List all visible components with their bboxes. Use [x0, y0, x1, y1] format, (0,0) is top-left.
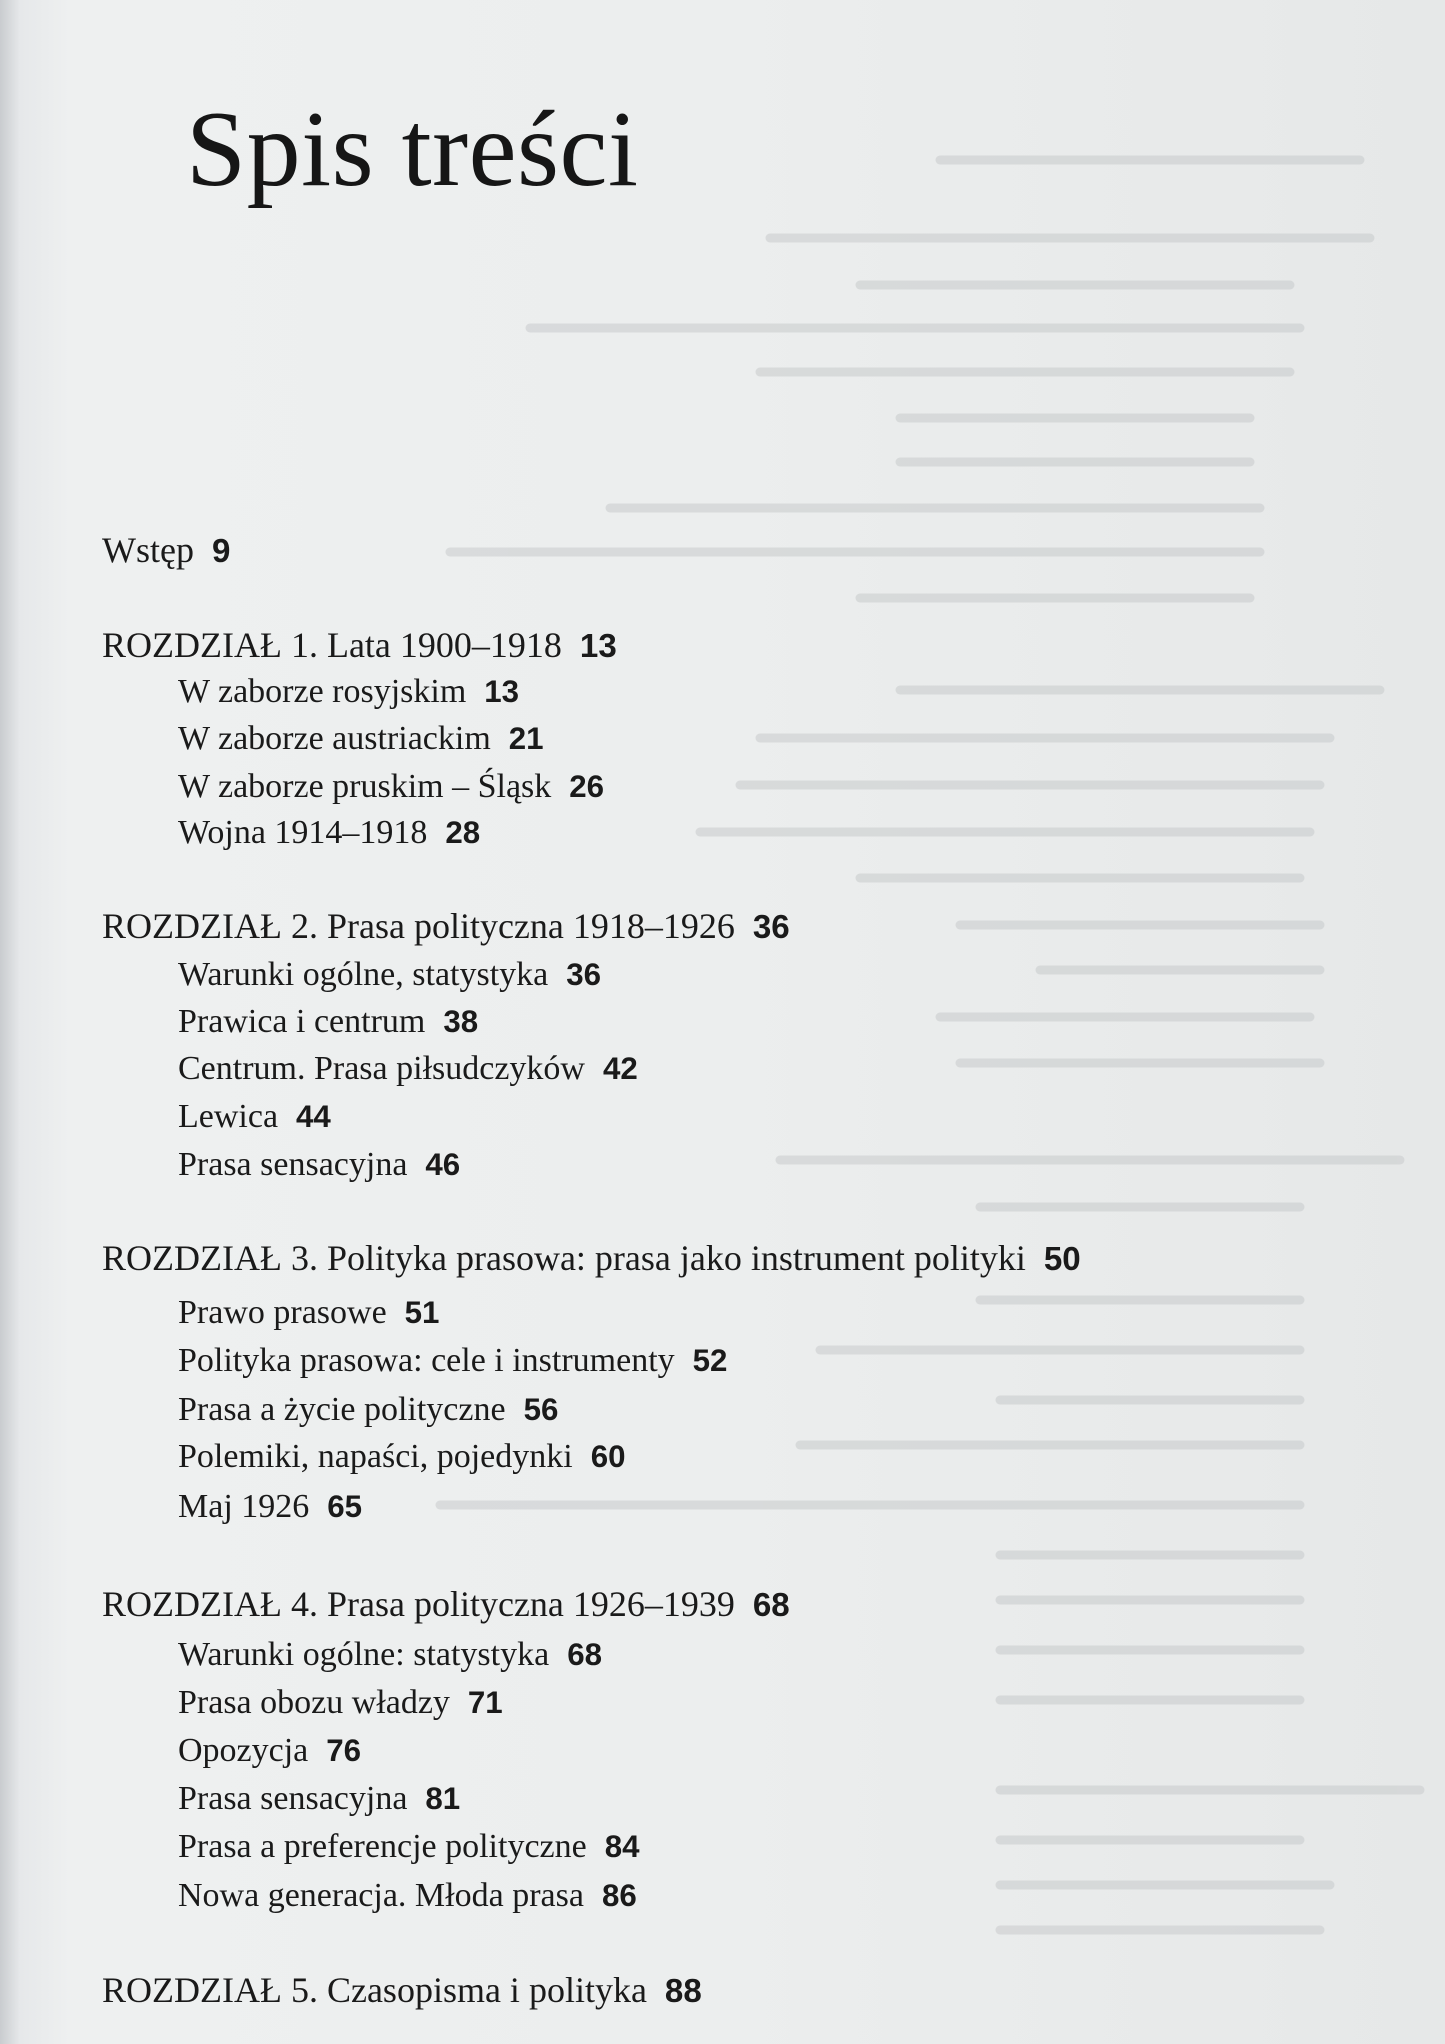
toc-page-number: 86 [601, 1878, 637, 1913]
toc-chapter-label: ROZDZIAŁ 3. Polityka prasowa: prasa jako instrument polityki [102, 1238, 1026, 1278]
toc-section [178, 770, 604, 804]
toc-page-number: 13 [484, 674, 520, 709]
toc-section [178, 1005, 478, 1039]
toc-section [178, 958, 601, 992]
toc-section [178, 1100, 331, 1134]
toc-section [178, 1879, 637, 1913]
toc-section [178, 1830, 640, 1864]
toc-chapter [102, 1972, 702, 2008]
toc-section-label: Prasa sensacyjna [178, 1780, 408, 1817]
toc-page-number: 76 [326, 1733, 362, 1768]
toc-section [178, 722, 544, 756]
toc-page-number: 50 [1043, 1241, 1081, 1278]
toc-chapter-label: ROZDZIAŁ 1. Lata 1900–1918 [102, 625, 562, 665]
toc-section [178, 675, 519, 709]
toc-page-number: 38 [443, 1004, 479, 1039]
toc-section [178, 1148, 460, 1182]
toc-section-label: Warunki ogólne: statystyka [178, 1636, 550, 1673]
page-title: Spis treści [186, 90, 639, 209]
toc-chapter [102, 1586, 790, 1622]
toc-section-label: W zaborze pruskim – Śląsk [178, 768, 552, 805]
toc-section-label: Prasa obozu władzy [178, 1684, 450, 1721]
toc-section [178, 1490, 362, 1524]
toc-page-number: 21 [508, 721, 544, 756]
toc-section-label: Prasa a preferencje polityczne [178, 1828, 587, 1865]
toc-chapter [102, 627, 617, 663]
toc-section [178, 1393, 558, 1427]
toc-section-label: Polemiki, napaści, pojedynki [178, 1438, 573, 1475]
toc-section-label: Nowa generacja. Młoda prasa [178, 1877, 584, 1914]
toc-section [178, 1782, 460, 1816]
toc-section-label: Polityka prasowa: cele i instrumenty [178, 1342, 675, 1379]
toc-page-number: 42 [603, 1051, 638, 1086]
toc-page-number: 88 [664, 1973, 702, 2010]
toc-page-number: 13 [579, 628, 617, 665]
toc-section-label: Prawica i centrum [178, 1003, 426, 1040]
toc-page-number: 9 [211, 533, 231, 570]
toc-page-number: 56 [523, 1392, 559, 1427]
toc-chapter-label: ROZDZIAŁ 5. Czasopisma i polityka [102, 1970, 647, 2010]
toc-page-number: 36 [566, 957, 602, 992]
toc-section-label: Lewica [178, 1098, 279, 1135]
toc-section-label: Wojna 1914–1918 [178, 814, 428, 851]
toc-section-label: Opozycja [178, 1732, 309, 1769]
toc-page-number: 46 [425, 1147, 461, 1182]
toc-chapter-label: ROZDZIAŁ 4. Prasa polityczna 1926–1939 [102, 1584, 735, 1624]
toc-page-number: 68 [752, 1587, 790, 1624]
toc-page-number: 28 [445, 815, 481, 850]
toc-page-number: 26 [569, 769, 605, 804]
toc-section [178, 1440, 626, 1474]
toc-chapter [102, 908, 790, 944]
toc-chapter [102, 1240, 1081, 1276]
toc-page-number: 81 [425, 1781, 461, 1816]
toc-section [178, 1734, 361, 1768]
toc-chapter-label: ROZDZIAŁ 2. Prasa polityczna 1918–1926 [102, 906, 735, 946]
toc-page-number: 68 [567, 1637, 602, 1672]
toc-section-label: W zaborze austriackim [178, 720, 491, 757]
toc-section-label: Prasa sensacyjna [178, 1146, 408, 1183]
toc-section [178, 1344, 727, 1378]
toc-page-number: 65 [327, 1489, 363, 1524]
toc-section [178, 816, 480, 850]
toc-section-label: Warunki ogólne, statystyka [178, 956, 549, 993]
toc-section-label: Prawo prasowe [178, 1294, 387, 1331]
toc-section [178, 1052, 638, 1086]
toc-page-number: 36 [752, 909, 790, 946]
toc-entry-label: Wstęp [102, 530, 194, 570]
toc-section [178, 1686, 503, 1720]
toc-section-label: W zaborze rosyjskim [178, 673, 467, 710]
toc-page-number: 71 [467, 1685, 503, 1720]
toc-page-number: 84 [604, 1829, 640, 1864]
toc-section-label: Centrum. Prasa piłsudczyków [178, 1050, 585, 1087]
toc-section [178, 1296, 439, 1330]
toc-section-label: Prasa a życie polityczne [178, 1391, 506, 1428]
toc-intro [102, 532, 230, 568]
toc-page-number: 44 [296, 1099, 331, 1134]
toc-page-number: 52 [692, 1343, 728, 1378]
toc-page-number: 51 [404, 1295, 440, 1330]
toc-page-number: 60 [590, 1439, 626, 1474]
toc-section-label: Maj 1926 [178, 1488, 310, 1525]
toc-section [178, 1638, 602, 1672]
